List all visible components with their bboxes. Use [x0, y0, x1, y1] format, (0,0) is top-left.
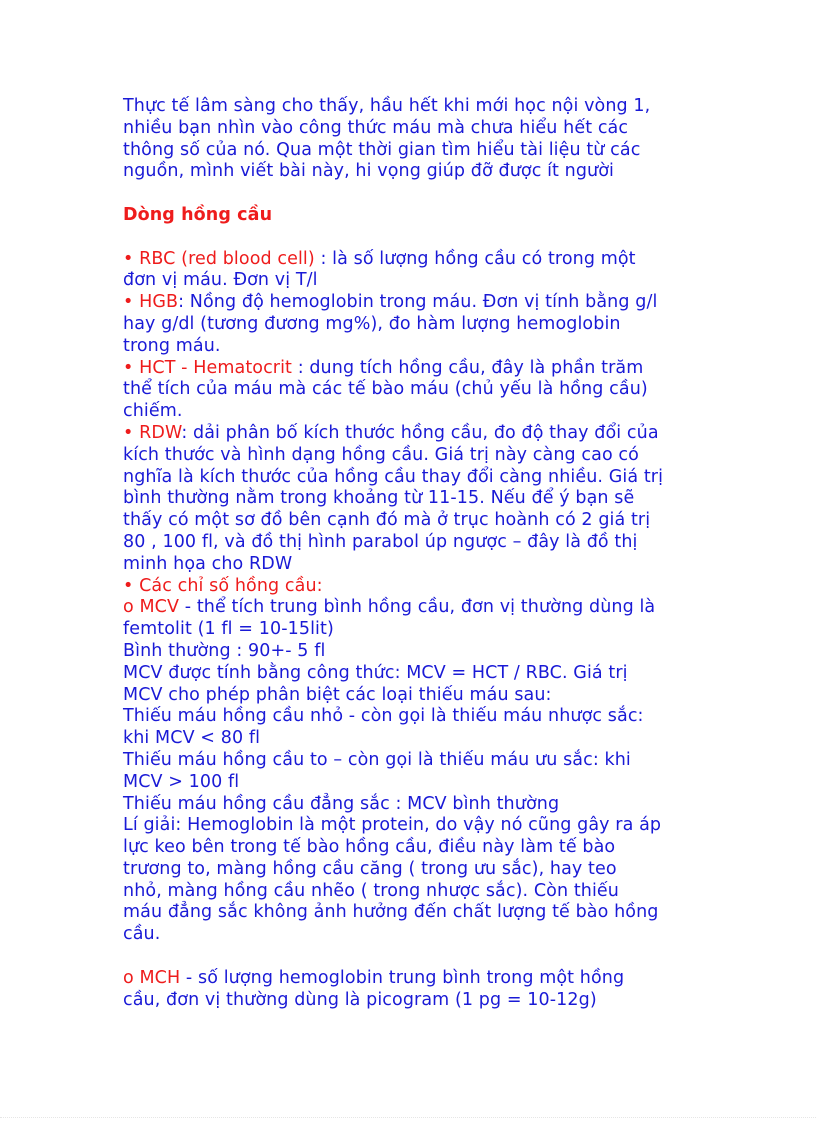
rdw-line: 80 , 100 fl, và đồ thị hình parabol úp ngược – đây là đồ thị	[123, 531, 638, 552]
circle-marker-icon: o	[123, 967, 134, 988]
mcv-line: Thiếu máu hồng cầu nhỏ - còn gọi là thiếu máu nhược sắc:	[123, 706, 644, 727]
mcv-line: MCV được tính bằng công thức: MCV = HCT / RBC. Giá trị	[123, 662, 628, 683]
rdw-term: RDW	[139, 422, 182, 443]
rdw-line: bình thường nằm trong khoảng từ 11-15. Nếu để ý bạn sẽ	[123, 488, 635, 509]
mcv-term: MCV	[139, 597, 180, 618]
bullet-icon: •	[123, 248, 134, 269]
mcv-line: MCV > 100 fl	[123, 771, 240, 792]
hgb-line: trong máu.	[123, 335, 221, 356]
mcv-line: lực keo bên trong tế bào hồng cầu, điều này làm tế bào	[123, 837, 616, 858]
rbc-description: : là số lượng hồng cầu có trong một	[314, 248, 636, 269]
bullet-icon: •	[123, 422, 134, 443]
indices-item	[123, 576, 713, 598]
mcv-description: - thể tích trung bình hồng cầu, đơn vị thường dùng là	[179, 597, 656, 618]
bullet-icon: •	[123, 575, 134, 596]
intro-paragraph	[123, 96, 713, 183]
intro-line: Thực tế lâm sàng cho thấy, hầu hết khi mới học nội vòng 1,	[123, 96, 651, 116]
mcv-line: Lí giải: Hemoglobin là một protein, do vậy nó cũng gây ra áp	[123, 815, 662, 836]
rdw-line: thấy có một sơ đồ bên cạnh đó mà ở trục hoành có 2 giá trị	[123, 510, 651, 531]
mch-line: cầu, đơn vị thường dùng là picogram (1 pg = 10-12g)	[123, 989, 597, 1010]
rdw-item	[123, 423, 713, 576]
mcv-line: femtolit (1 fl = 10-15lit)	[123, 619, 334, 640]
hct-description: : dung tích hồng cầu, đây là phần trăm	[292, 357, 644, 378]
mch-item	[123, 968, 713, 1012]
page-bottom-border	[0, 1117, 816, 1119]
hct-line: thể tích của máu mà các tế bào máu (chủ yếu là hồng cầu)	[123, 379, 648, 400]
hct-item	[123, 358, 713, 423]
mcv-line: Bình thường : 90+- 5 fl	[123, 640, 326, 661]
intro-line: thông số của nó. Qua một thời gian tìm hiểu tài liệu từ các	[123, 139, 641, 160]
intro-line: nhiều bạn nhìn vào công thức máu mà chưa hiểu hết các	[123, 117, 629, 138]
mcv-line: nhỏ, màng hồng cầu nhẽo ( trong nhược sắc). Còn thiếu	[123, 880, 619, 901]
mcv-line: Thiếu máu hồng cầu to – còn gọi là thiếu máu ưu sắc: khi	[123, 749, 631, 770]
intro-line: nguồn, mình viết bài này, hi vọng giúp đỡ được ít người	[123, 161, 615, 182]
mcv-line: Thiếu máu hồng cầu đẳng sắc : MCV bình thường	[123, 793, 560, 814]
rdw-line: kích thước và hình dạng hồng cầu. Giá trị này càng cao có	[123, 444, 639, 465]
rdw-line: nghĩa là kích thước của hồng cầu thay đổi càng nhiều. Giá trị	[123, 466, 664, 487]
rbc-term: RBC (red blood cell)	[139, 248, 315, 269]
mcv-item	[123, 597, 713, 946]
spacer	[123, 183, 713, 205]
mcv-line: máu đẳng sắc không ảnh hưởng đến chất lượng tế bào hồng	[123, 902, 659, 923]
hgb-item	[123, 292, 713, 357]
bullet-icon: •	[123, 292, 134, 313]
mcv-line: cầu.	[123, 924, 161, 945]
document-page	[123, 96, 713, 1011]
mch-term: MCH	[139, 967, 181, 988]
bullet-icon: •	[123, 357, 134, 378]
mcv-line: MCV cho phép phân biệt các loại thiếu máu sau:	[123, 684, 552, 705]
hgb-term: HGB	[139, 292, 179, 313]
rbc-item	[123, 249, 713, 293]
indices-label: Các chỉ số hồng cầu:	[139, 575, 323, 596]
hct-term: HCT - Hematocrit	[139, 357, 293, 378]
rbc-line: đơn vị máu. Đơn vị T/l	[123, 270, 318, 291]
spacer	[123, 227, 713, 249]
hgb-description: : Nồng độ hemoglobin trong máu. Đơn vị tính bằng g/l	[178, 292, 658, 313]
hgb-line: hay g/dl (tương đương mg%), đo hàm lượng hemoglobin	[123, 313, 621, 334]
circle-marker-icon: o	[123, 597, 134, 618]
rdw-line: minh họa cho RDW	[123, 553, 293, 574]
spacer	[123, 946, 713, 968]
section-heading: Dòng hồng cầu	[123, 204, 273, 225]
mcv-line: trương to, màng hồng cầu căng ( trong ưu sắc), hay teo	[123, 858, 617, 879]
mcv-line: khi MCV < 80 fl	[123, 728, 261, 749]
rdw-description: : dải phân bố kích thước hồng cầu, đo độ thay đổi của	[181, 422, 659, 443]
mch-description: - số lượng hemoglobin trung bình trong một hồng	[180, 967, 625, 988]
hct-line: chiếm.	[123, 401, 183, 422]
